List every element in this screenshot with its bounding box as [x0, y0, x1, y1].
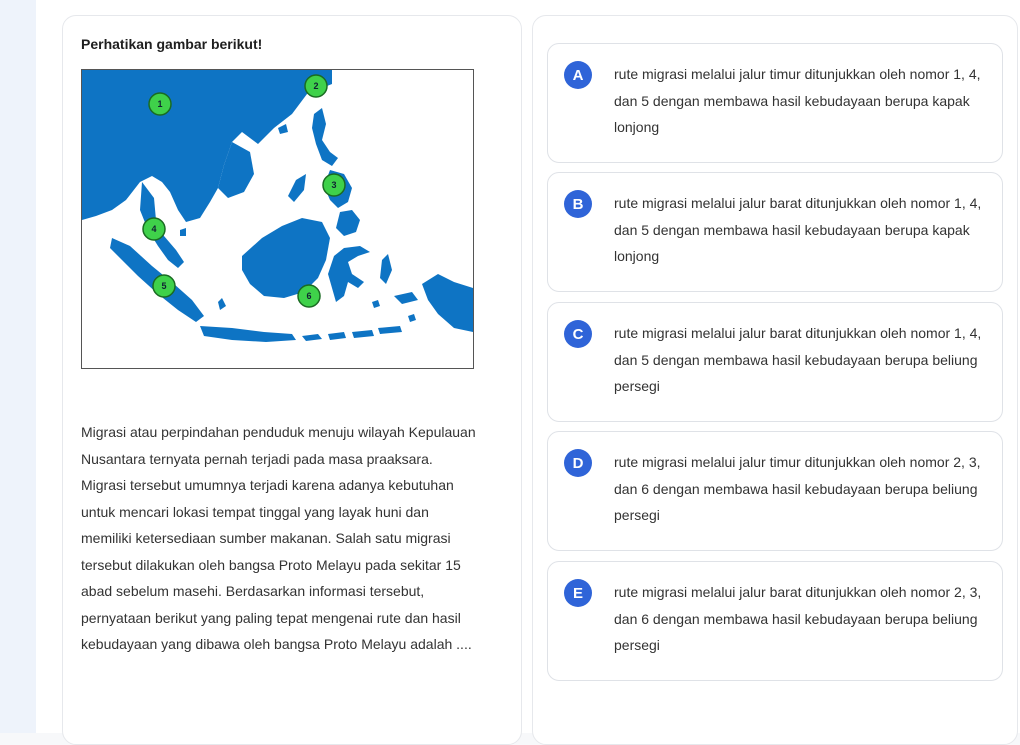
option-e[interactable] — [547, 561, 1003, 681]
option-b[interactable] — [547, 172, 1003, 292]
option-b-text: rute migrasi melalui jalur barat ditunjukkan oleh nomor 1, 4, dan 5 dengan membawa hasil kebudayaan berupa kapak lonjong — [614, 195, 982, 264]
option-c-badge: C — [564, 320, 592, 348]
question-title: Perhatikan gambar berikut! — [81, 36, 263, 52]
left-rail — [0, 0, 36, 733]
map-marker-2 — [305, 75, 327, 97]
option-e-text: rute migrasi melalui jalur barat ditunjukkan oleh nomor 2, 3, dan 6 dengan membawa hasil kebudayaan berupa beliung persegi — [614, 584, 982, 653]
marker-label-4: 4 — [151, 224, 157, 234]
question-panel — [62, 15, 522, 745]
option-a[interactable] — [547, 43, 1003, 163]
map-marker-1 — [149, 93, 171, 115]
map-marker-3 — [323, 174, 345, 196]
option-d-badge: D — [564, 449, 592, 477]
option-d[interactable] — [547, 431, 1003, 551]
option-e-badge: E — [564, 579, 592, 607]
southeast-asia-map — [81, 69, 474, 369]
option-c[interactable] — [547, 302, 1003, 422]
option-a-badge: A — [564, 61, 592, 89]
question-body: Migrasi atau perpindahan penduduk menuju wilayah Kepulauan Nusantara ternyata pernah terjadi pada masa praaksara. Migrasi tersebut umumnya terjadi karena adanya kebutuhan untuk mencari lokasi tempat tinggal yang layak huni dan memiliki ketersediaan sumber makanan. Salah satu migrasi tersebut dilakukan oleh bangsa Proto Melayu pada sekitar 15 abad sebelum masehi. Berdasarkan informasi tersebut, pernyataan berikut yang paling tepat mengenai rute dan hasil kebudayaan yang dibawa oleh bangsa Proto Melayu adalah .... — [81, 424, 476, 652]
marker-label-1: 1 — [157, 99, 163, 109]
option-d-text: rute migrasi melalui jalur timur ditunjukkan oleh nomor 2, 3, dan 6 dengan membawa hasil kebudayaan berupa beliung persegi — [614, 454, 981, 523]
map-marker-4 — [143, 218, 165, 240]
map-marker-6 — [298, 285, 320, 307]
map-marker-5 — [153, 275, 175, 297]
option-b-badge: B — [564, 190, 592, 218]
marker-label-5: 5 — [161, 281, 167, 291]
option-c-text: rute migrasi melalui jalur barat ditunjukkan oleh nomor 1, 4, dan 5 dengan membawa hasil kebudayaan berupa beliung persegi — [614, 325, 982, 394]
marker-label-3: 3 — [331, 180, 337, 190]
answers-panel — [532, 15, 1018, 745]
option-a-text: rute migrasi melalui jalur timur ditunjukkan oleh nomor 1, 4, dan 5 dengan membawa hasil kebudayaan berupa kapak lonjong — [614, 66, 981, 135]
marker-label-6: 6 — [306, 291, 312, 301]
map-image — [82, 70, 473, 368]
marker-label-2: 2 — [313, 81, 319, 91]
